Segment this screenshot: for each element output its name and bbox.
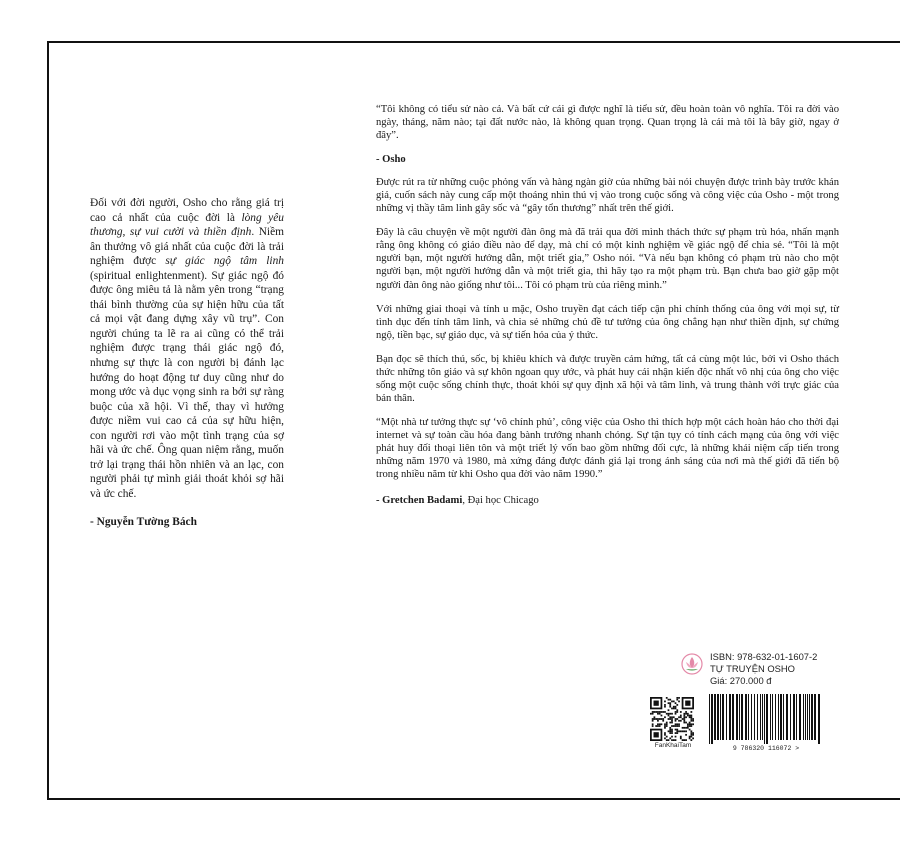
left-seg-4: (spiritual enlightenment). Sự giác ngộ đó được ông miêu tả là nằm yên trong “trạng thái bình thường của sự hiện hữu của tất cả mọi vật đang dựng xây vũ trụ”. Con người chúng ta lẽ ra ai cũng có thể trải nghiệm được trạng thái giác ngộ đó, nhưng sự thực là con người bị đánh lạc hướng do hoạt động tư duy cũng như do mong ước và dục vọng sinh ra bởi sự ràng buộc của xã hội. Vì thế, thay vì hưởng được niềm vui cao cả của sự hữu hiện, con người rơi vào một tình trạng của sợ hãi và ức chế. Ông quan niệm rằng, muốn trở lại trạng thái hồn nhiên và an lạc, con người phải tự mình giải thoát khỏi sợ hãi và ức chế.: [90, 269, 284, 500]
left-seg-3: sự giác ngộ tâm linh: [165, 255, 284, 268]
book-title: TỰ TRUYỆN OSHO: [710, 663, 795, 674]
body-paragraph-2: Đây là câu chuyện về một người đàn ông mà đã trải qua đời mình thách thức sự phạm trù hóa, nhấn mạnh rằng ông không có giáo điều nào để dạy, mà chỉ có một kinh nghiệm về giác ngộ để chia sẻ. “Tôi là một người bạn, một người hướng dẫn, một triết gia,” Osho nói. “Và nếu bạn không có phạm trù nào cho một người bạn, một người hướng dẫn và một triết gia, thì hãy tạo ra một phạm trù. Bạn chưa bao giờ gặp một người đàn ông nào giống như tôi... Tôi có phạm trù của riêng mình.”: [376, 227, 839, 291]
endorser: [376, 494, 839, 507]
barcode-digits: 9 786320 116072 >: [732, 745, 800, 752]
opening-quote: “Tôi không có tiểu sử nào cả. Và bất cứ cái gì được nghĩ là tiểu sử, đều hoàn toàn vô nghĩa. Tôi ra đời vào ngày, tháng, năm nào; tại đất nước nào, là không quan trọng. Quan trọng là cái mà tôi là bây giờ, ngay ở đây”.: [376, 104, 839, 142]
left-signature: - Nguyễn Tường Bách: [90, 516, 197, 529]
publisher-text: [710, 651, 817, 687]
price: Giá: 270.000 đ: [710, 675, 772, 686]
left-seg-2: . Niềm ân thưởng vô giá nhất của cuộc đời là trải nghiệm được: [90, 226, 284, 268]
left-column: [90, 196, 284, 530]
isbn: ISBN: 978-632-01-1607-2: [710, 651, 818, 662]
right-column: [376, 103, 839, 507]
lotus-icon: [681, 653, 703, 675]
left-paragraph: [90, 196, 284, 501]
barcode: [705, 692, 827, 752]
quote-attribution: - Osho: [376, 154, 406, 166]
qr-code: [650, 697, 694, 741]
body-paragraph-4: Bạn đọc sẽ thích thú, sốc, bị khiêu khích và được truyền cảm hứng, tất cả cùng một lúc, bởi vì Osho thách thức những tôn giáo và sự khôn ngoan quy ước, và phát huy cái nhận kiến độc nhất vô nhị của ông cho việc sống một cuộc sống chính thực, thoát khỏi sự quy định xã hội và tâm linh, và trung thành với trực giác của bản thân.: [376, 353, 839, 404]
endorser-name: - Gretchen Badami: [376, 495, 463, 507]
left-seg-1: lòng yêu thương, sự vui cười và thiền định: [90, 211, 284, 239]
endorsement-quote: “Một nhà tư tưởng thực sự ‘vô chính phủ’, công việc của Osho thì thích hợp một cách hoàn hảo cho thời đại internet và sự toàn cầu hóa đang bành trướng nhanh chóng. Sự tận tụy có tính cách mạng của ông với việc phát huy đối thoại liên tôn và một triết lý vốn bao gồm những đối cực, là những khái niệm cấp tiến trong những năm 1970 và 1980, mà xứng đáng được đánh giá lại trong ánh sáng của nơi mà thế giới đã tiến bộ trong nhiều năm từ khi Osho qua đời vào năm 1990.”: [376, 416, 839, 481]
body-paragraph-1: Được rút ra từ những cuộc phỏng vấn và hàng ngàn giờ của những bài nói chuyện được trình bày trước khán giả, cuốn sách này cung cấp một thoáng nhìn thú vị vào trong cuộc sống và công việc của Osho - một trong những vị thầy tâm linh gây sốc và “gây tổn thương” nhất trên thế giới.: [376, 177, 839, 215]
endorser-affiliation: , Đại học Chicago: [462, 495, 539, 507]
qr-label: FanKhaiTam: [654, 742, 692, 749]
body-paragraph-3: Với những giai thoại và tính u mặc, Osho truyền đạt cách tiếp cận phi chính thống của ông với mọi sự, từ tình dục đến tính tâm linh, và chia sẻ những chủ đề tư tưởng của ông chẳng hạn như thiền định, sự chứng ngộ, tiền bạc, sự giáo dục, và sự tiến hóa của ý thức.: [376, 303, 839, 341]
publisher-block: [681, 651, 851, 689]
left-seg-0: Đối với đời người, Osho cho rằng giá trị cao cả nhất của cuộc đời là: [90, 197, 284, 224]
